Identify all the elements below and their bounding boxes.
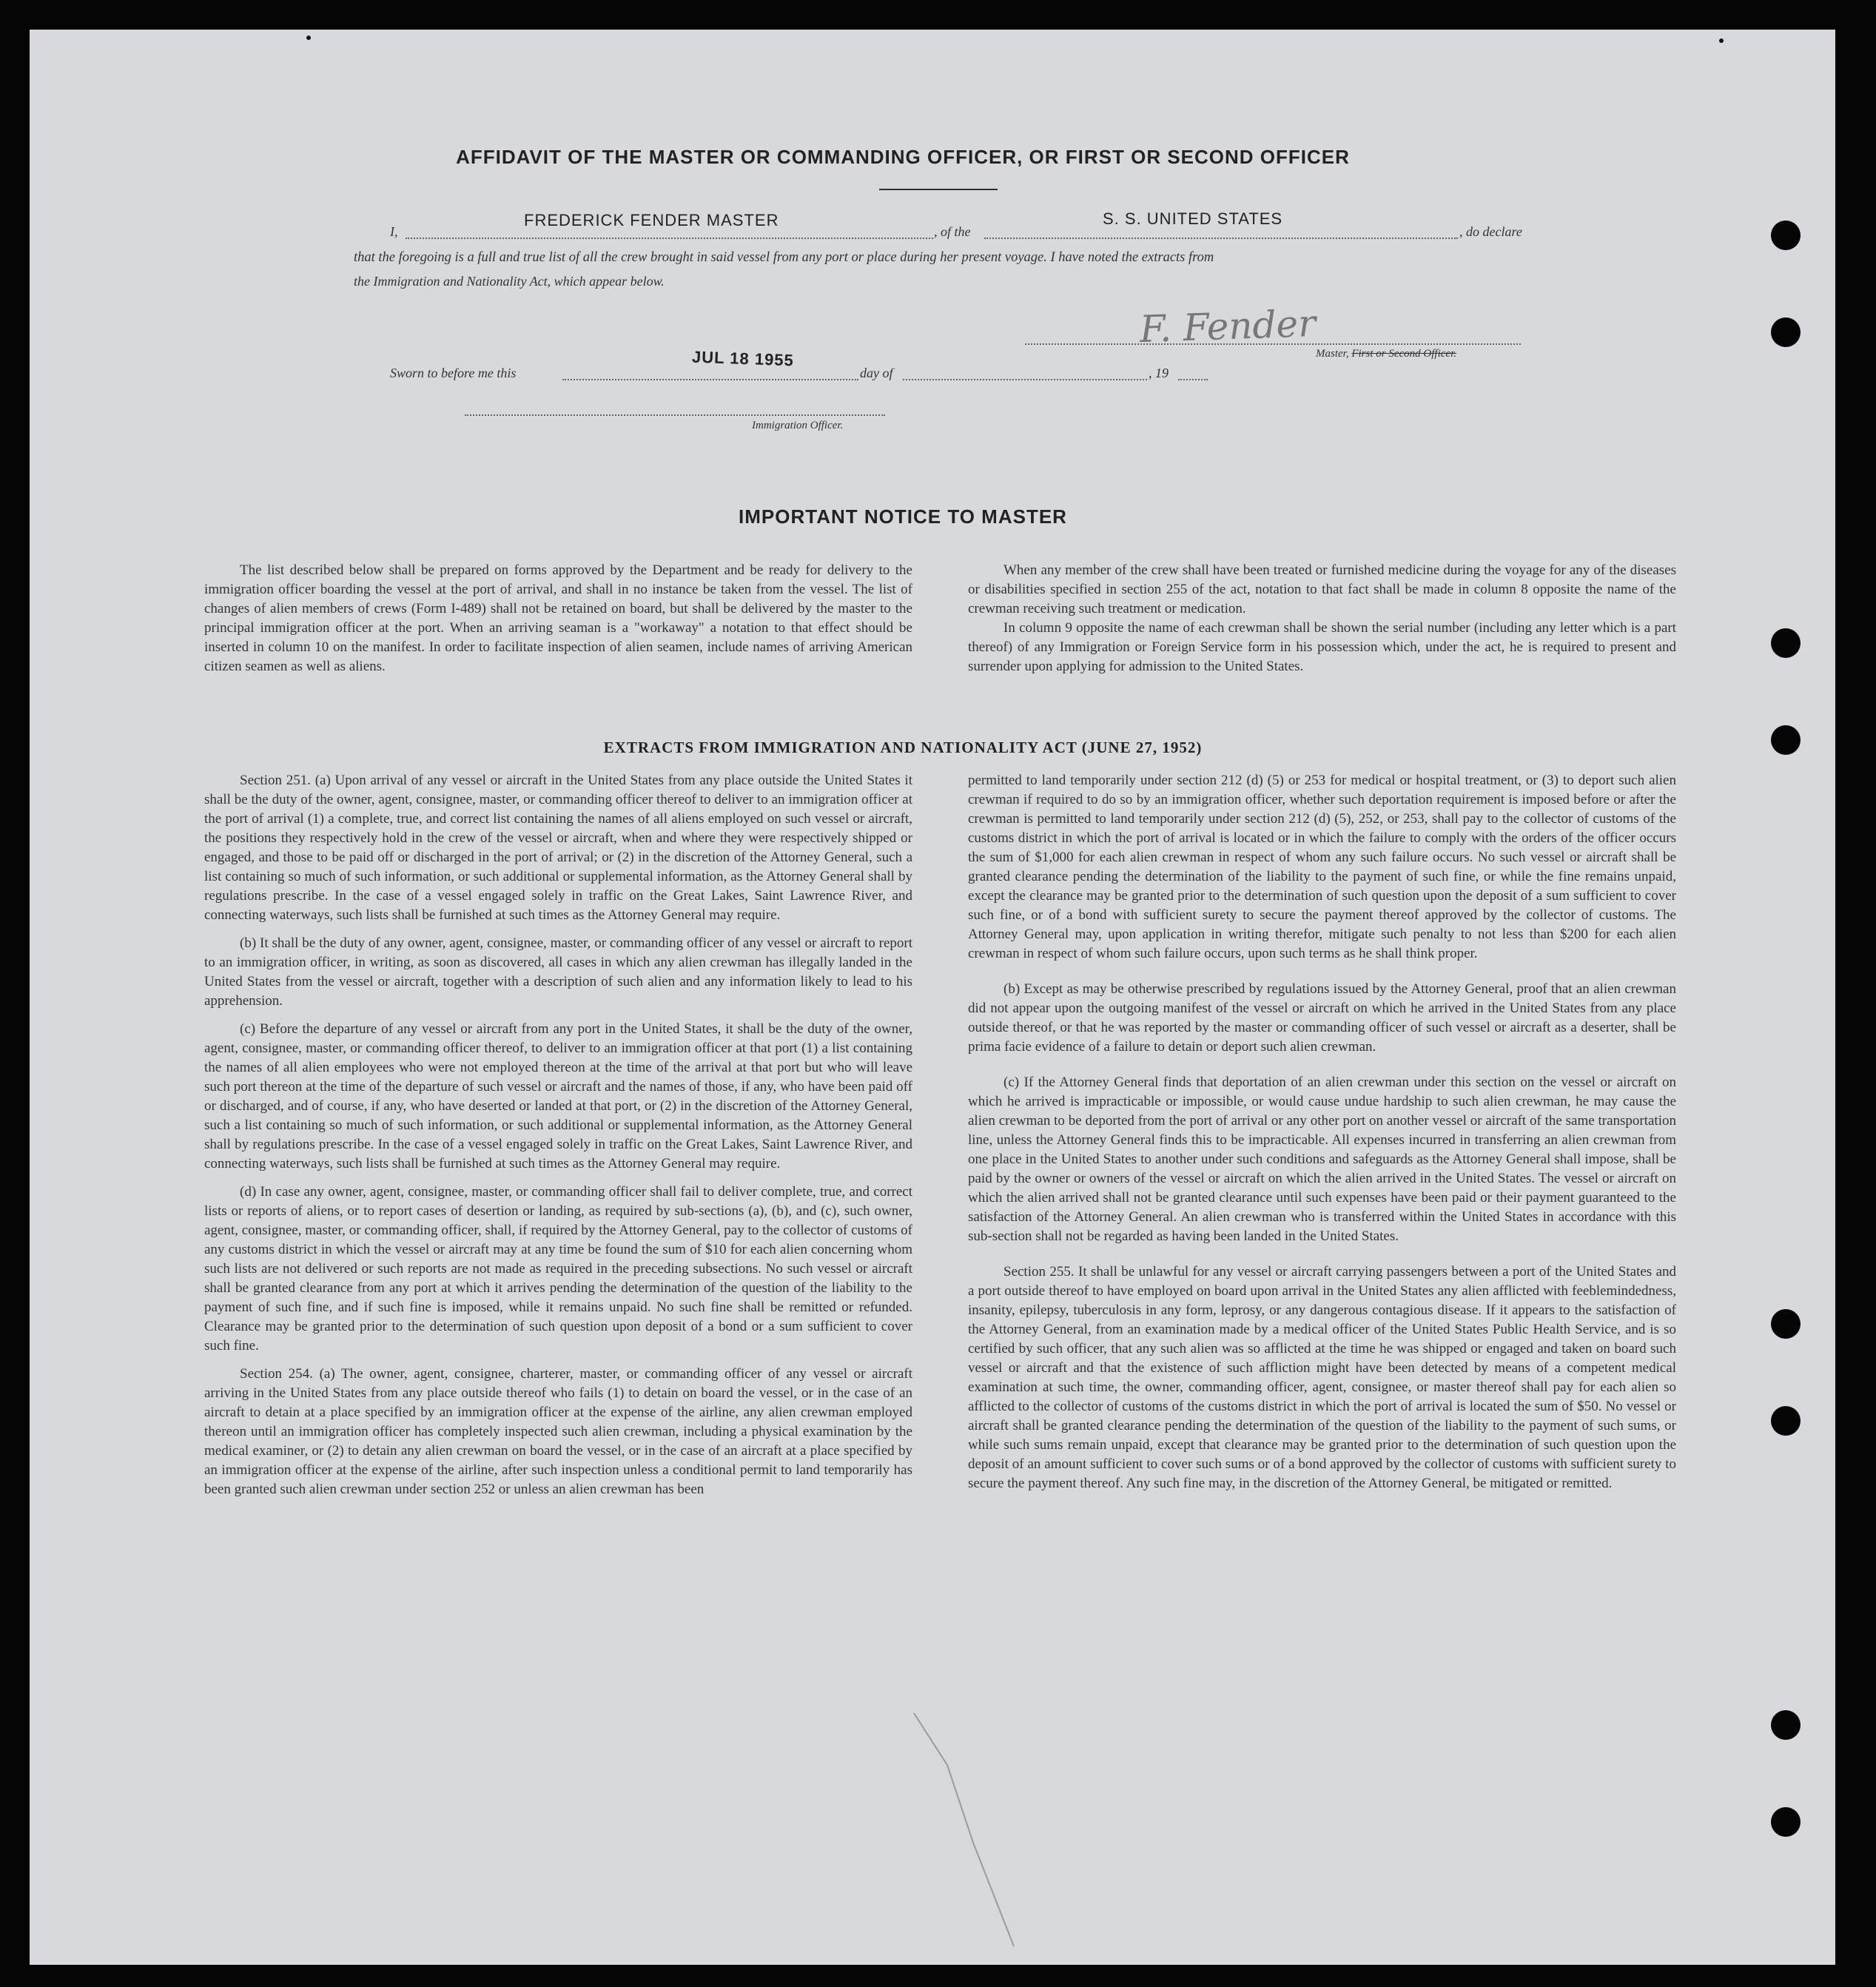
punch-hole bbox=[1771, 1309, 1801, 1339]
sworn-day-line bbox=[562, 379, 858, 380]
master-signature: F. Fender bbox=[1139, 301, 1317, 352]
notice-paragraph: When any member of the crew shall have been treated or furnished medicine during the voyage for any of the diseases or disabilities specified in section 255 of the act, notation to that fact shall be made in column 8 opposite the name of the crewman receiving such treatment or medication. bbox=[968, 562, 1676, 616]
notice-paragraph: In column 9 opposite the name of each crewman shall be shown the serial number (including any letter which is a part thereof) of any Immigration or Foreign Service form in his possession which, under the act, he is required to present and surrender upon applying for admission to the United States. bbox=[968, 620, 1676, 674]
section-254a: Section 254. (a) The owner, agent, consignee, charterer, master, or commanding officer of any vessel or aircraft arriving in the United States from any place outside thereof who fails (1) to detain on board the vessel, or in the case of an aircraft to detain at a place specified by an immigration officer at the expense of the airline, any alien crewman employed thereon until an immigration officer has completely inspected such alien crewman, including a physical examination by the medical examiner, or (2) to detain any alien crewman on board the vessel, or in the case of an aircraft at a place specified by an immigration officer at the expense of the airline, after such inspection unless a conditional permit to land temporarily has been granted such alien crewman under section 252 or unless an alien crewman has been bbox=[204, 1366, 912, 1497]
signature-caption bbox=[1316, 348, 1456, 360]
declaration-line-2: that the foregoing is a full and true list of all the crew brought in said vessel from any port or place during her present voyage. I have noted the extracts from bbox=[354, 250, 1214, 265]
extracts-left-column bbox=[204, 771, 912, 1508]
section-255: Section 255. It shall be unlawful for any vessel or aircraft carrying passengers between a port of the United States and a port outside thereof to have employed on board upon arrival in the United States any alien afflicted with feeblemindedness, insanity, epilepsy, tuberculosis in any form, leprosy, or any dangerous contagious disease. If it appears to the satisfaction of the Attorney General, from an examination made by a medical officer of the United States Public Health Service, and is so certified by such officer, that any such alien was so afflicted at the time he was shipped or engaged and taken on board such vessel or aircraft and that the existence of such affliction might have been detected by means of a competent medical examination at such time, the owner, commanding officer, agent, consignee, or master thereof shall pay for each alien so afflicted to the collector of customs of the customs district in which the port of arrival is located the sum of $50. No vessel or aircraft shall be granted clearance pending the determination of the question of the liability to the payment of such sums, or while such sums remain unpaid, except that clearance may be granted prior to the determination of such question upon the deposit of an amount sufficient to cover such sums or of a bond approved by the collector of customs with sufficient surety to secure the payment thereof. Any such fine may, in the discretion of the Attorney General, be mitigated or remitted. bbox=[968, 1264, 1676, 1491]
declaration-prefix: I, bbox=[390, 224, 398, 239]
year-prefix-label: , 19 bbox=[1149, 366, 1169, 380]
section-254b: (b) Except as may be otherwise prescribed by regulations issued by the Attorney General, proof that an alien crewman did not appear upon the outgoing manifest of the vessel or aircraft on which he arrived in the United States from any place outside thereof, or that he was reported by the master or commanding officer of such vessel or aircraft as a deserter, shall be prima facie evidence of a failure to detain or deport such alien crewman. bbox=[968, 981, 1676, 1055]
vessel-line bbox=[984, 238, 1458, 239]
name-line bbox=[406, 238, 933, 239]
punch-hole bbox=[1771, 628, 1801, 658]
signature-line bbox=[1025, 343, 1521, 345]
title-rule bbox=[879, 189, 998, 190]
extracts-right-column bbox=[968, 771, 1676, 1502]
sworn-month-line bbox=[903, 379, 1147, 380]
notice-left-column bbox=[204, 561, 912, 685]
notice-right-column bbox=[968, 561, 1676, 685]
punch-hole bbox=[1771, 1710, 1801, 1740]
punch-hole bbox=[1771, 317, 1801, 347]
of-the-label: , of the bbox=[934, 224, 971, 239]
officer-signature-line bbox=[465, 414, 885, 416]
section-254c: (c) If the Attorney General finds that deportation of an alien crewman under this section on the vessel or aircraft on which he arrived is impracticable or impossible, or would cause undue hardship to such alien crewman, he may cause the alien crewman to be deported from the port of arrival or any other port on another vessel or aircraft of the same transportation line, unless the Attorney General finds this to be impracticable. All expenses incurred in transferring an alien crewman from one place in the United States to another under such conditions and safeguards as the Attorney General shall impose, shall be paid by the owner or owners of the vessel or aircraft on which the alien arrived in the United States. The vessel or aircraft on which the alien arrived shall not be granted clearance until such expenses have been paid or their payment guaranteed to the satisfaction of the Attorney General. An alien crewman who is transferred within the United States in accordance with this sub-section shall not be regarded as having been landed in the United States. bbox=[968, 1075, 1676, 1244]
master-name-value: FREDERICK FENDER MASTER bbox=[524, 211, 779, 229]
officer-caption: Immigration Officer. bbox=[752, 420, 844, 431]
extracts-title: EXTRACTS FROM IMMIGRATION AND NATIONALITY ACT (JUNE 27, 1952) bbox=[603, 739, 1203, 756]
section-251a: Section 251. (a) Upon arrival of any vessel or aircraft in the United States from any place outside the United States it shall be the duty of the owner, agent, consignee, master, or commanding officer thereof to deliver to an immigration officer at the port of arrival (1) a complete, true, and correct list containing the names of all aliens employed on such vessel or aircraft, the positions they respectively hold in the crew of the vessel or aircraft, when and where they were respectively shipped or engaged, and those to be paid off or discharged in the port of arrival; or (2) in the discretion of the Attorney General, such a list containing so much of such information, or such additional or supplemental information, as the Attorney General shall by regulations prescribe. In the case of a vessel engaged solely in traffic on the Great Lakes, Saint Lawrence River, and connecting waterways, such lists shall be furnished at such times as the Attorney General may require. bbox=[204, 773, 912, 923]
scan-speck bbox=[1719, 38, 1724, 43]
document-page bbox=[30, 30, 1835, 1965]
section-251d: (d) In case any owner, agent, consignee, master, or commanding officer shall fail to deliver complete, true, and correct lists or reports of aliens, or to report cases of desertion or landing, as required by sub-sections (a), (b), and (c), such owner, agent, consignee, master, or commanding officer, shall, if required by the Attorney General, pay to the collector of customs of any customs district in which the vessel or aircraft may at any time be found the sum of $10 for each alien concerning whom such lists are not delivered or such reports are not made as required in the preceding subsections. No such vessel or aircraft shall be granted clearance from any port at which it arrives pending the determination of the question of the liability to the payment of such fine, and if such fine is imposed, while it remains unpaid. No such fine shall be remitted or refunded. Clearance may be granted prior to the determination of such question upon deposit of a bond or a sum sufficient to cover such fine. bbox=[204, 1184, 912, 1354]
section-251c: (c) Before the departure of any vessel or aircraft from any port in the United States, it shall be the duty of the owner, agent, consignee, master, or commanding officer thereof, to deliver to an immigration officer at that port (1) a list containing the names of all alien employees who were not employed thereon at the time of the arrival at that port but who will leave such port thereon at the time of the departure of such vessel or aircraft and the names of those, if any, who have been paid off or discharged, and of course, if any, who have deserted or landed at that port, or (2) in the discretion of the Attorney General, such a list containing so much of such information, or such additional or supplemental information, as the Attorney General shall by regulations prescribe. In the case of a vessel engaged solely in traffic on the Great Lakes, Saint Lawrence River, and connecting waterways, such lists shall be furnished at such times as the Attorney General may require. bbox=[204, 1021, 912, 1171]
do-declare-label: , do declare bbox=[1459, 224, 1522, 239]
affidavit-title: AFFIDAVIT OF THE MASTER OR COMMANDING OFFICER, OR FIRST OR SECOND OFFICER bbox=[456, 146, 1350, 168]
section-254a-continued: permitted to land temporarily under section 212 (d) (5) or 253 for medical or hospital treatment, or (3) to deport such alien crewman if required to do so by an immigration officer, whether such deportation requirement is imposed before or after the crewman is permitted to land temporarily under section 212 (d) (5), 252, or 253, shall pay to the collector of customs of the customs district in which the port of arrival is located or in which the failure to comply with the orders of the officer occurs the sum of $1,000 for each alien crewman in respect of whom any such failure occurs. No such vessel or aircraft shall be granted clearance pending the determination of the liability to the payment of such fine, or while the fine remains unpaid, except the clearance may be granted prior to the determination of such question upon the deposit of a sum sufficient to cover such fine, or of a bond with sufficient surety to secure the payment thereof approved by the collector of customs. The Attorney General may, upon application in writing therefor, mitigate such penalty to not less than $200 for each alien crewman in respect of whom such failure occurs, upon such terms as he shall think proper. bbox=[968, 773, 1676, 961]
signature-caption-struck: First or Second Officer. bbox=[1351, 348, 1456, 360]
notice-paragraph: The list described below shall be prepared on forms approved by the Department and be ready for delivery to the immigration officer boarding the vessel at the port of arrival, and shall in no instance be taken from the vessel. The list of changes of alien members of crews (Form I-489) shall not be retained on board, but shall be delivered by the master to the principal immigration officer at the port. When an arriving seaman is a "workaway" a notation to that effect should be inserted in column 10 on the manifest. In order to facilitate inspection of alien seamen, include names of arriving American citizen seamen as well as aliens. bbox=[204, 562, 912, 674]
notice-title: IMPORTANT NOTICE TO MASTER bbox=[739, 505, 1067, 528]
declaration-line-3: the Immigration and Nationality Act, which appear below. bbox=[354, 274, 665, 289]
vessel-name-value: S. S. UNITED STATES bbox=[1103, 209, 1283, 228]
section-251b: (b) It shall be the duty of any owner, agent, consignee, master, or commanding officer of any vessel or aircraft to report to an immigration officer, in writing, as soon as discovered, all cases in which any alien crewman has illegally landed in the United States from the vessel or aircraft, together with a description of such alien and any information likely to lead to his apprehension. bbox=[204, 935, 912, 1009]
day-of-label: day of bbox=[860, 366, 893, 380]
punch-hole bbox=[1771, 1406, 1801, 1436]
punch-hole bbox=[1771, 221, 1801, 250]
punch-hole bbox=[1771, 1807, 1801, 1837]
sworn-prefix: Sworn to before me this bbox=[390, 366, 517, 380]
sworn-date-stamp: JUL 18 1955 bbox=[691, 347, 795, 370]
signature-caption-master: Master, bbox=[1316, 348, 1349, 360]
scan-speck bbox=[306, 36, 311, 40]
sworn-year-line bbox=[1178, 379, 1208, 380]
